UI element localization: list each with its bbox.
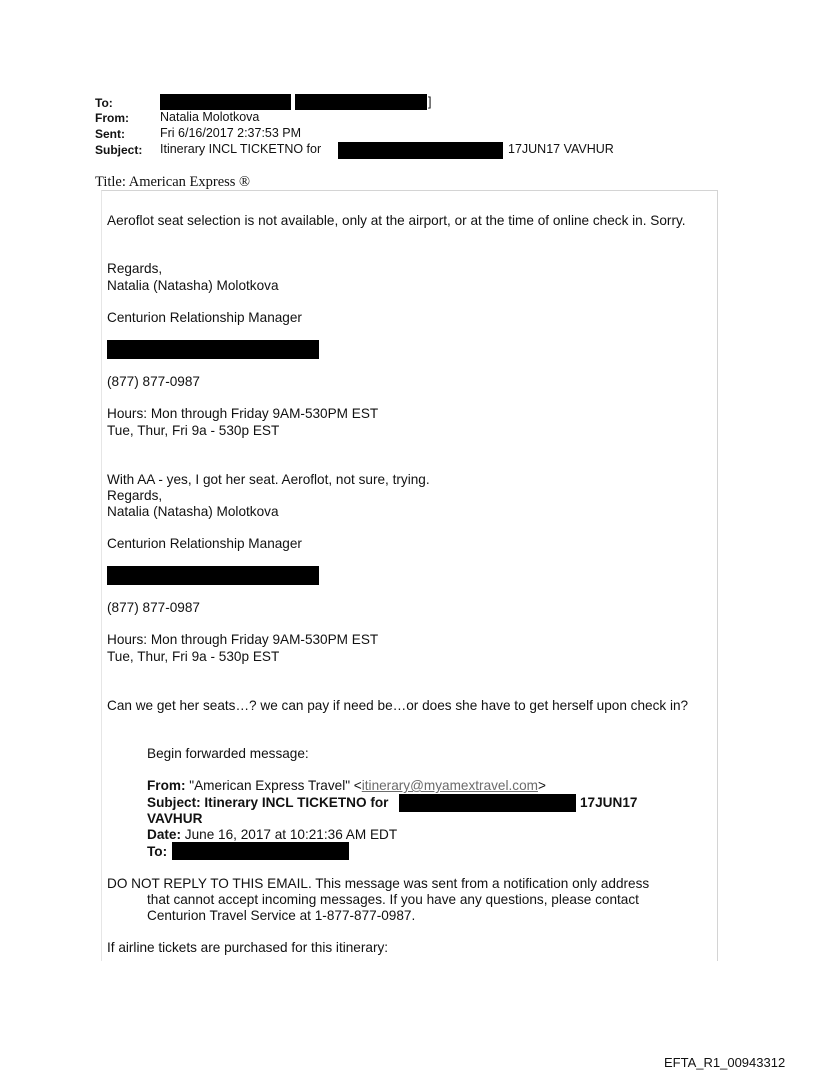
redaction-block <box>172 842 349 860</box>
sig2-phone: (877) 877-0987 <box>107 600 200 615</box>
to-label: To: <box>95 96 113 110</box>
forwarded-from-email-link[interactable]: itinerary@myamextravel.com <box>361 778 538 793</box>
forwarded-subject-cont: VAVHUR <box>147 811 203 826</box>
sig2-hours: Hours: Mon through Friday 9AM-530PM EST <box>107 632 379 647</box>
subject-suffix: 17JUN17 VAVHUR <box>508 142 614 156</box>
notice-line-1: DO NOT REPLY TO THIS EMAIL. This message was sent from a notification only address <box>107 876 650 891</box>
sig2-role: Centurion Relationship Manager <box>107 536 302 551</box>
notice-line-3: Centurion Travel Service at 1-877-877-0987. <box>147 908 416 923</box>
question-line: Can we get her seats…? we can pay if need be…or does she have to get herself upon check in? <box>107 698 689 713</box>
sig1-hours2: Tue, Thur, Fri 9a - 530p EST <box>107 423 280 438</box>
redaction-block <box>338 142 503 159</box>
notice-line-2: that cannot accept incoming messages. If you have any questions, please contact <box>147 892 639 907</box>
redaction-block <box>295 94 427 110</box>
to-bracket: ] <box>428 95 432 109</box>
sig1-name: Natalia (Natasha) Molotkova <box>107 278 279 293</box>
from-label: From: <box>95 111 129 125</box>
redaction-block <box>107 340 319 359</box>
redaction-block <box>160 94 291 110</box>
forwarded-from-close: > <box>537 778 546 793</box>
redaction-block <box>399 794 576 812</box>
sig2-name: Natalia (Natasha) Molotkova <box>107 504 279 519</box>
forwarded-to-label: To: <box>147 844 168 859</box>
sent-value: Fri 6/16/2017 2:37:53 PM <box>160 126 302 140</box>
subject-prefix: Itinerary INCL TICKETNO for <box>160 142 322 156</box>
sig1-regards: Regards, <box>107 261 163 276</box>
aa-line: With AA - yes, I got her seat. Aeroflot, not sure, trying. <box>107 472 430 487</box>
forwarded-date-value: June 16, 2017 at 10:21:36 AM EDT <box>181 827 398 842</box>
from-value: Natalia Molotkova <box>160 110 260 124</box>
sig1-role: Centurion Relationship Manager <box>107 310 302 325</box>
sig2-regards: Regards, <box>107 488 163 503</box>
forwarded-subject-label: Subject: Itinerary INCL TICKETNO for <box>147 795 389 810</box>
sig1-hours: Hours: Mon through Friday 9AM-530PM EST <box>107 406 379 421</box>
forwarded-from <box>147 778 546 793</box>
forwarded-from-label: From: <box>147 778 186 793</box>
forwarded-from-name: "American Express Travel" < <box>185 778 362 793</box>
sig2-hours2: Tue, Thur, Fri 9a - 530p EST <box>107 649 280 664</box>
title-line: Title: American Express ® <box>95 174 251 190</box>
document-id: EFTA_R1_00943312 <box>664 1055 786 1070</box>
forwarded-begin: Begin forwarded message: <box>147 746 309 761</box>
forwarded-date-label: Date: <box>147 827 181 842</box>
forwarded-date <box>147 827 397 842</box>
airline-line: If airline tickets are purchased for this itinerary: <box>107 940 389 955</box>
forwarded-subject-suffix: 17JUN17 <box>580 795 638 810</box>
subject-label: Subject: <box>95 143 143 157</box>
redaction-block <box>107 566 319 585</box>
sig1-phone: (877) 877-0987 <box>107 374 200 389</box>
aeroflot-line: Aeroflot seat selection is not available, only at the airport, or at the time of online check in. Sorry. <box>107 213 686 228</box>
sent-label: Sent: <box>95 127 125 141</box>
